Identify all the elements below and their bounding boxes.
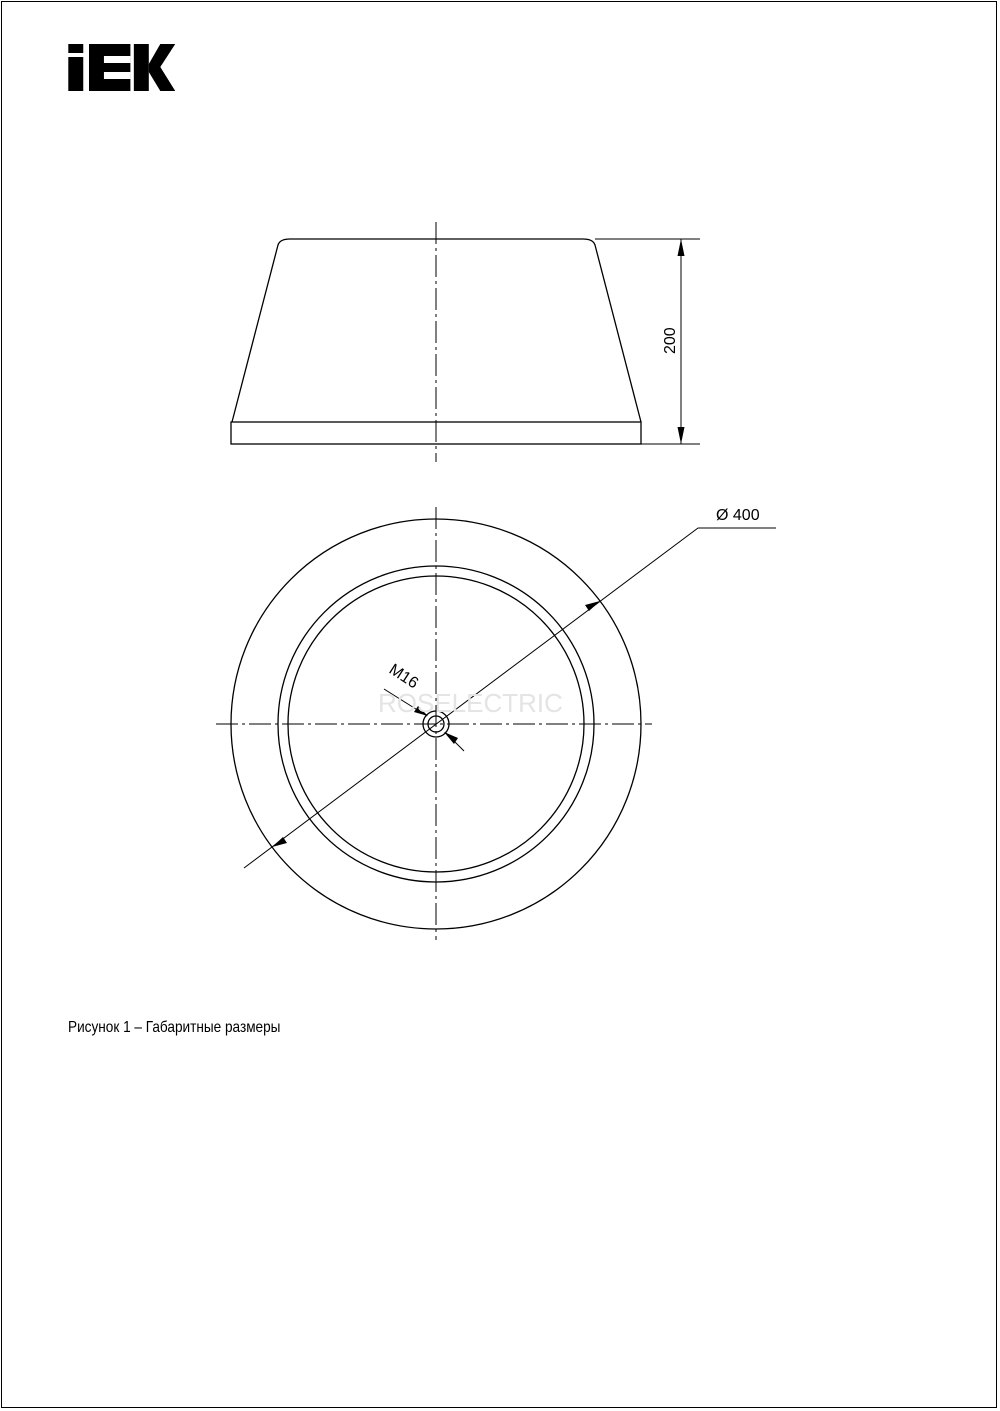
watermark: ROSELECTRIC <box>378 688 563 718</box>
height-arrow-bottom <box>678 427 685 444</box>
figure-caption: Рисунок 1 – Габаритные размеры <box>68 1019 281 1036</box>
height-label: 200 <box>662 327 679 354</box>
diameter-label: Ø 400 <box>716 507 760 524</box>
thread-label: M16 <box>385 661 422 693</box>
height-arrow-top <box>678 239 685 256</box>
diameter-arrow-lower <box>272 837 287 847</box>
diameter-arrow-upper <box>585 601 600 611</box>
